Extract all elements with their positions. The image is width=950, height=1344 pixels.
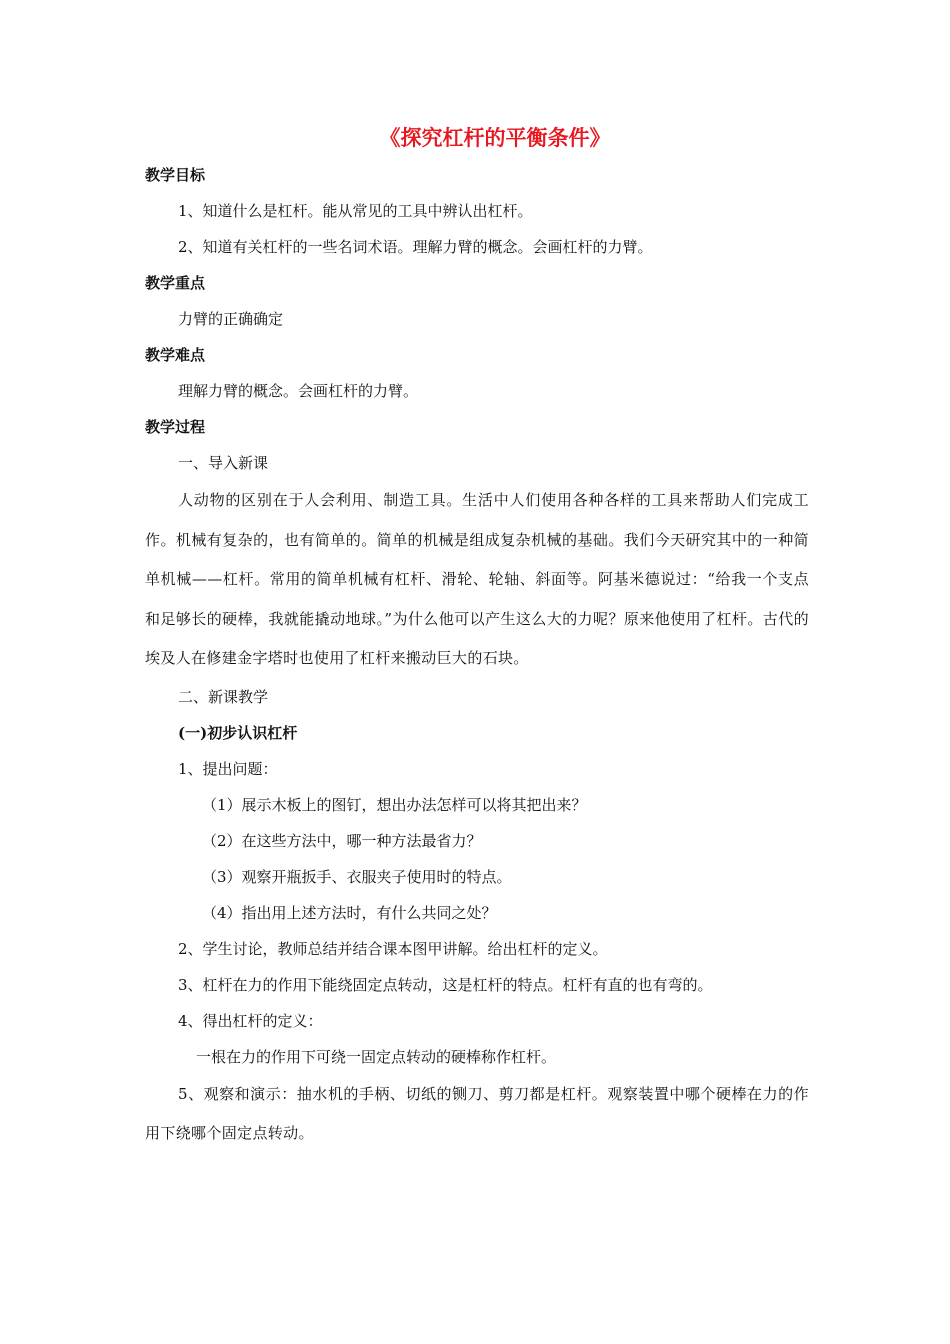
list-item: 3、杠杆在力的作用下能绕固定点转动，这是杠杆的特点。杠杆有直的也有弯的。 [178, 975, 713, 994]
question-item: （4）指出用上述方法时，有什么共同之处？ [202, 903, 497, 922]
question-item: （3）观察开瓶扳手、衣服夹子使用时的特点。 [202, 867, 512, 886]
key-heading: 教学重点 [145, 274, 206, 292]
difficulty-heading: 教学难点 [145, 346, 206, 364]
goals-heading: 教学目标 [145, 166, 206, 184]
goal-item: 1、知道什么是杠杆。能从常见的工具中辨认出杠杆。 [178, 202, 533, 220]
section-heading-intro: 一、导入新课 [178, 454, 269, 472]
document-body [145, 122, 809, 1154]
question-item: （2）在这些方法中，哪一种方法最省力？ [202, 831, 482, 850]
document-title: 《探究杠杆的平衡条件》 [379, 125, 611, 150]
definition-text: 一根在力的作用下可绕一固定点转动的硬棒称作杠杆。 [196, 1047, 557, 1066]
goal-item: 2、知道有关杠杆的一些名词术语。理解力臂的概念。会画杠杆的力臂。 [178, 238, 653, 256]
list-item: 4、得出杠杆的定义： [178, 1011, 323, 1030]
list-item: 1、提出问题： [178, 759, 278, 778]
difficulty-text: 理解力臂的概念。会画杠杆的力臂。 [178, 382, 419, 400]
list-item: 2、学生讨论，教师总结并结合课本图甲讲解。给出杠杆的定义。 [178, 939, 608, 958]
key-text: 力臂的正确确定 [178, 310, 284, 328]
subsection-heading: (一)初步认识杠杆 [178, 723, 298, 742]
section-heading-new-lesson: 二、新课教学 [178, 687, 269, 706]
process-heading: 教学过程 [145, 418, 206, 436]
question-item: （1）展示木板上的图钉，想出办法怎样可以将其把出来？ [202, 795, 587, 814]
intro-paragraph: 人动物的区别在于人会利用、制造工具。生活中人们使用各种各样的工具来帮助人们完成工作。机械有复杂的，也有简单的。简单的机械是组成复杂机械的基础。我们今天研究其中的一种简单机械——杠杆。常用的简单机械有杠杆、滑轮、轮轴、斜面等。阿基米德说过：“给我一个支点和足够长的硬棒，我就能撬动地球。”为什么他可以产生这么大的力呢？原来他使用了杠杆。古代的埃及人在修建金字塔时也使用了杠杆来搬动巨大的石块。 [145, 491, 809, 667]
list-item: 5、观察和演示：抽水机的手柄、切纸的铡刀、剪刀都是杠杆。观察装置中哪个硬棒在力的作用下绕哪个固定点转动。 [145, 1084, 809, 1142]
